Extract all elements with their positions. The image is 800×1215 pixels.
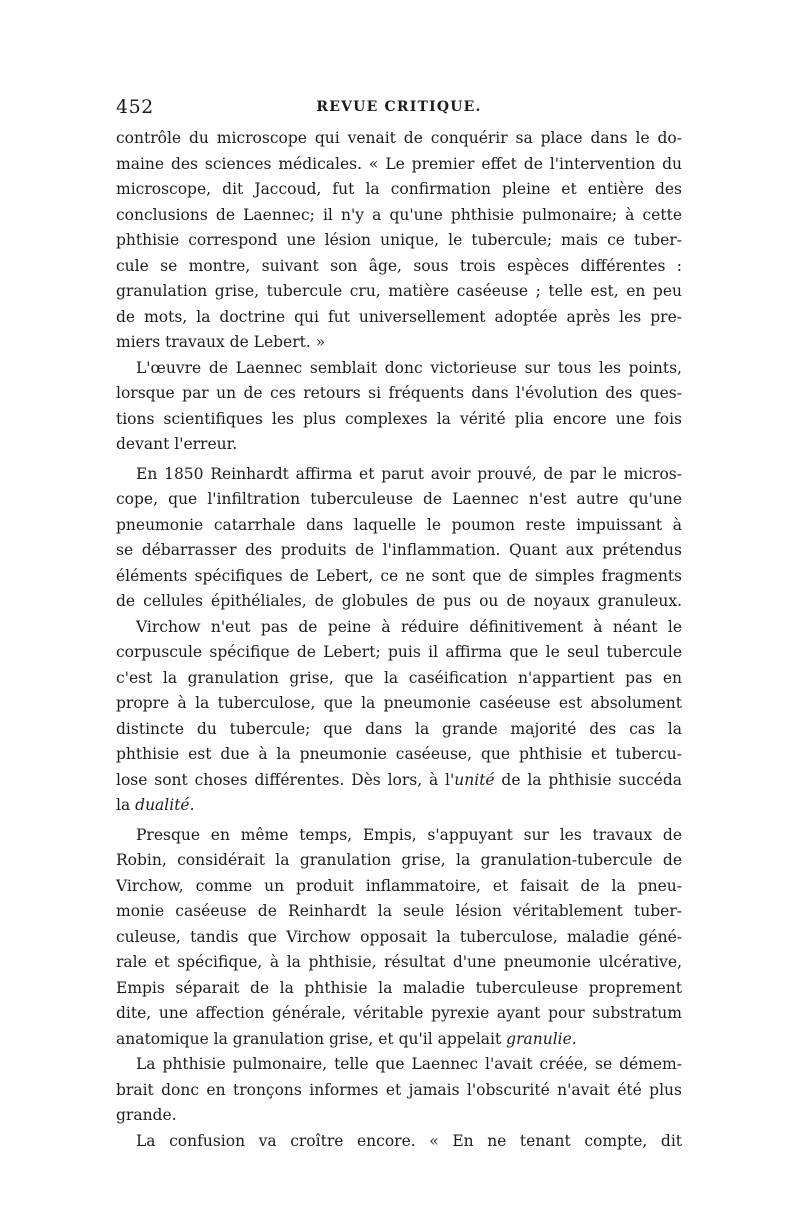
text-line: propre à la tuberculose, que la pneumonie caséeuse est absolument <box>116 694 682 712</box>
text-line: éléments spécifiques de Lebert, ce ne sont que de simples fragments <box>116 566 682 585</box>
text-line: cule se montre, suivant son âge, sous trois espèces différentes : <box>116 256 682 275</box>
text-line: Virchow n'eut pas de peine à réduire définitivement à néant le <box>136 617 682 636</box>
text-line-with-emphasis <box>116 793 682 819</box>
text-line: c'est la granulation grise, que la caséification n'appartient pas en <box>116 668 682 687</box>
journal-title: REVUE CRITIQUE. <box>316 99 482 115</box>
text-segment: anatomique la granulation grise, et qu'il appelait <box>116 1029 507 1048</box>
emphasis-unite: unité <box>454 770 495 789</box>
text-line: granulation grise, tubercule cru, matière caséeuse ; telle est, en peu <box>116 282 682 300</box>
text-line: brait donc en tronçons informes et jamais l'obscurité n'avait été plus <box>116 1080 682 1099</box>
text-line: Empis séparait de la phthisie la maladie tuberculeuse proprement <box>116 978 682 997</box>
text-line: culeuse, tandis que Virchow opposait la tuberculose, maladie géné- <box>116 927 682 946</box>
text-line: Robin, considérait la granulation grise, la granulation-tubercule de <box>116 851 682 869</box>
text-line: La phthisie pulmonaire, telle que Laennec l'avait créée, se démem- <box>136 1055 682 1073</box>
text-line-with-emphasis <box>116 768 682 794</box>
text-line: lorsque par un de ces retours si fréquents dans l'évolution des ques- <box>116 384 682 402</box>
emphasis-dualite: dualité. <box>135 796 195 814</box>
text-line: Virchow, comme un produit inflammatoire, et faisait de la pneu- <box>116 876 682 895</box>
text-line: corpuscule spécifique de Lebert; puis il affirma que le seul tubercule <box>116 643 682 661</box>
page-number: 452 <box>116 96 154 118</box>
text-line: maine des sciences médicales. « Le premier effet de l'intervention du <box>116 154 682 173</box>
text-line: se débarrasser des produits de l'inflammation. Quant aux prétendus <box>116 541 682 559</box>
text-line: Presque en même temps, Empis, s'appuyant sur les travaux de <box>136 825 682 844</box>
text-line: distincte du tubercule; que dans la grande majorité des cas la <box>116 719 682 738</box>
text-line: En 1850 Reinhardt affirma et parut avoir prouvé, de par le micros- <box>136 464 682 483</box>
text-line: phthisie correspond une lésion unique, le tubercule; mais ce tuber- <box>116 231 682 249</box>
text-line: miers travaux de Lebert. » <box>116 333 326 351</box>
text-line: monie caséeuse de Reinhardt la seule lésion véritablement tuber- <box>116 902 682 920</box>
text-line: tions scientifiques les plus complexes la vérité plia encore une fois <box>116 409 682 428</box>
text-line: microscope, dit Jaccoud, fut la confirmation pleine et entière des <box>116 180 682 198</box>
text-segment: de la phthisie succéda <box>494 770 682 789</box>
text-line: phthisie est due à la pneumonie caséeuse, que phthisie et tubercu- <box>116 745 682 763</box>
text-line: cope, que l'infiltration tuberculeuse de Laennec n'est autre qu'une <box>116 490 682 508</box>
text-line: grande. <box>116 1106 177 1124</box>
text-segment: la <box>116 796 136 814</box>
text-line: devant l'erreur. <box>116 435 238 453</box>
text-line: contrôle du microscope qui venait de conquérir sa place dans le do- <box>116 129 682 147</box>
running-head <box>116 96 682 122</box>
text-line-with-emphasis <box>116 1027 682 1053</box>
emphasis-granulie: granulie. <box>506 1029 577 1048</box>
text-line: rale et spécifique, à la phthisie, résultat d'une pneumonie ulcérative, <box>116 953 682 971</box>
text-line: L'œuvre de Laennec semblait donc victorieuse sur tous les points, <box>136 358 682 377</box>
body-text <box>116 126 682 1154</box>
text-line: pneumonie catarrhale dans laquelle le poumon reste impuissant à <box>116 515 682 534</box>
text-line: dite, une affection générale, véritable pyrexie ayant pour substratum <box>116 1004 682 1022</box>
text-line: La confusion va croître encore. « En ne tenant compte, dit <box>136 1131 682 1150</box>
text-segment: lose sont choses différentes. Dès lors, à l' <box>116 770 455 789</box>
text-line: conclusions de Laennec; il n'y a qu'une phthisie pulmonaire; à cette <box>116 205 682 224</box>
text-line: de mots, la doctrine qui fut universellement adoptée après les pre- <box>116 307 682 326</box>
text-line: de cellules épithéliales, de globules de pus ou de noyaux granuleux. <box>116 592 682 610</box>
